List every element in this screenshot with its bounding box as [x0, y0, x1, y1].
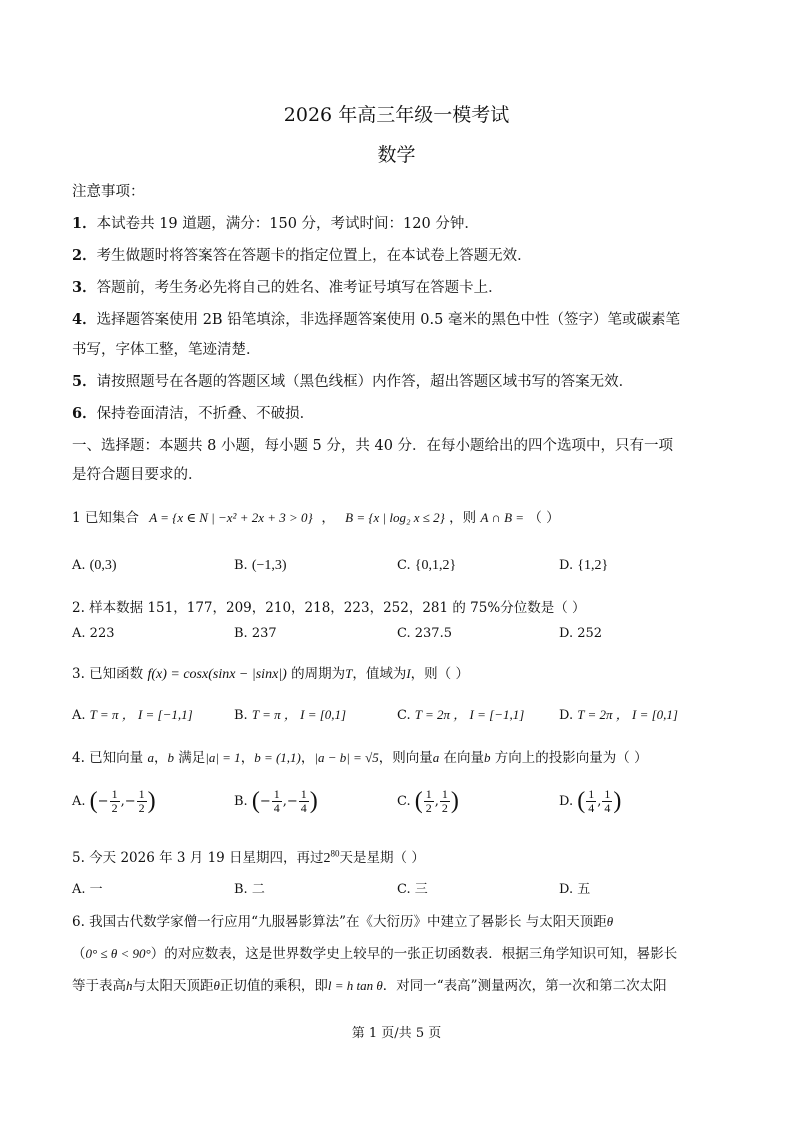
option-a [72, 878, 103, 897]
question-6-line2 [72, 942, 677, 962]
notice-text: 保持卷面清洁，不折叠、不破损． [96, 406, 315, 422]
option-a [72, 558, 117, 574]
numerator: 1 [138, 787, 145, 801]
fraction [137, 788, 147, 815]
question-2: 2. 样本数据 151，177，209，210，218，223，252，281 的 75%分位数是（ ） [72, 600, 586, 616]
notice-item-3 [72, 276, 503, 297]
math-symbol: I [406, 666, 411, 681]
denominator: 4 [604, 801, 611, 815]
question-4 [72, 746, 648, 766]
math-power [323, 848, 340, 866]
question-text: ，则向量 [378, 750, 433, 766]
option-label: A. [72, 794, 86, 809]
power-exponent: 80 [330, 848, 340, 859]
option-label: B. [234, 708, 248, 723]
option-d [559, 788, 621, 815]
math-symbol: T [345, 666, 353, 681]
question-1 [72, 506, 560, 526]
option-c [397, 788, 459, 815]
math-function: f(x) = cosx(sinx − |sinx|) [147, 667, 287, 682]
option-a [72, 788, 156, 815]
question-text: 在向量 [443, 750, 484, 766]
option-label: D. [559, 794, 574, 809]
question-3 [72, 662, 469, 683]
denominator: 2 [441, 801, 448, 815]
question-text: 天是星期（ ） [339, 850, 425, 866]
option-label: D. [559, 708, 574, 723]
numerator: 1 [604, 787, 611, 801]
option-label: C. [397, 558, 411, 573]
option-a [72, 626, 115, 641]
notice-item-1 [72, 212, 479, 233]
math-vector: b [484, 750, 491, 765]
option-value: {0,1,2} [414, 558, 457, 573]
option-label: C. [397, 626, 411, 641]
separator: ,− [120, 794, 136, 809]
option-d [559, 878, 590, 897]
question-text: 等于表高 [72, 978, 126, 994]
option-label: B. [234, 626, 248, 641]
page-footer: 第 1 页/共 5 页 [351, 1026, 442, 1041]
option-d [559, 704, 678, 723]
paren-left: ( [89, 788, 98, 814]
math-set-a: A = {x ∈ N | −x² + 2x + 3 > 0} [149, 510, 313, 525]
question-text: （ [72, 946, 86, 962]
numerator: 1 [441, 787, 448, 801]
separator: , [597, 794, 602, 809]
option-value: 237.5 [414, 626, 452, 641]
option-d [559, 558, 608, 574]
separator: , [434, 794, 439, 809]
question-stem: 1 已知集合 [72, 510, 139, 526]
option-value: 三 [414, 882, 428, 897]
math-vector: a [147, 750, 154, 765]
option-value: T = 2π ， I = [−1,1] [414, 707, 525, 722]
separator: ,− [282, 794, 298, 809]
notice-text: 请按照题号在各题的答题区域（黑色线框）内作答，超出答题区域书写的答案无效． [96, 374, 634, 390]
notice-item-5 [72, 370, 633, 391]
option-value: 二 [251, 882, 265, 897]
notice-text: 选择题答案使用 2B 铅笔填涂，非选择题答案使用 0.5 毫米的黑色中性（签字）笔或碳素笔 [96, 312, 680, 328]
numerator: 1 [300, 787, 307, 801]
fraction [299, 788, 309, 815]
section-heading-line2: 是符合题目要求的． [72, 467, 203, 483]
option-b [234, 558, 287, 574]
math-vector: b [167, 750, 174, 765]
option-value: 252 [577, 626, 603, 641]
math-formula: l = h tan θ [327, 978, 383, 993]
question-text: ）的对应数表，这是世界数学史上较早的一张正切函数表．根据三角学知识可知，晷影长 [150, 946, 678, 962]
option-d [559, 626, 602, 641]
question-text: ，则（ ） [410, 666, 469, 682]
fraction [424, 788, 434, 815]
option-b [234, 788, 318, 815]
question-text: 正切值的乘积，即 [219, 978, 328, 994]
option-label: A. [72, 558, 86, 573]
question-text: 满足 [178, 750, 206, 766]
option-value: 五 [577, 882, 591, 897]
minus-sign: − [97, 794, 109, 809]
fraction [602, 788, 612, 815]
question-text: ，则 [449, 510, 477, 526]
question-text: ．对同一“表高”测量两次，第一次和第二次太阳 [382, 978, 667, 994]
answer-blank: （ ） [528, 510, 560, 526]
question-stem: 4. 已知向量 [72, 750, 144, 766]
option-value: 一 [89, 882, 103, 897]
option-c [397, 878, 428, 897]
question-stem: 5. 今天 2026 年 3 月 19 日星期四，再过 [72, 850, 324, 866]
question-5 [72, 846, 425, 867]
option-value: T = π ， I = [−1,1] [89, 707, 193, 722]
paren-left: ( [577, 788, 586, 814]
question-6-line3 [72, 974, 667, 994]
exam-subject: 数学 [377, 144, 416, 166]
option-c [397, 558, 456, 574]
numerator: 1 [111, 787, 118, 801]
option-label: A. [72, 626, 86, 641]
option-label: D. [559, 558, 574, 573]
denominator: 4 [588, 801, 595, 815]
option-b [234, 626, 277, 641]
question-text: ， [317, 510, 335, 526]
denominator: 2 [111, 801, 118, 815]
option-value: T = π ， I = [0,1] [251, 707, 347, 722]
option-c [397, 704, 524, 723]
math-expr: A ∩ B = [480, 510, 525, 525]
fraction [110, 788, 120, 815]
notice-item-6 [72, 402, 314, 423]
option-value: 237 [251, 626, 277, 641]
numerator: 1 [273, 787, 280, 801]
notice-item-2 [72, 244, 532, 265]
option-label: C. [397, 794, 411, 809]
option-label: B. [234, 558, 248, 573]
minus-sign: − [259, 794, 271, 809]
notice-item-4-cont: 书写，字体工整，笔迹清楚． [72, 342, 261, 358]
fraction [586, 788, 596, 815]
question-text: ， [153, 750, 168, 766]
math-range: 0° ≤ θ < 90° [85, 946, 151, 961]
power-base: 2 [323, 851, 331, 866]
option-b [234, 704, 346, 723]
section-heading-line1: 一、选择题：本题共 8 小题，每小题 5 分，共 40 分．在每小题给出的四个选项中，只有一项 [72, 438, 674, 454]
paren-left: ( [251, 788, 260, 814]
math-condition: |a − b| = √5 [314, 750, 379, 765]
paren-right: ) [613, 788, 622, 814]
denominator: 2 [425, 801, 432, 815]
fraction [272, 788, 282, 815]
math-condition: b = (1,1) [254, 750, 301, 765]
option-value: 223 [89, 626, 115, 641]
paren-right: ) [450, 788, 459, 814]
option-c [397, 626, 452, 641]
paren-right: ) [147, 788, 156, 814]
option-label: B. [234, 882, 248, 897]
notice-item-4 [72, 308, 680, 329]
question-6-line1 [72, 910, 613, 930]
option-label: D. [559, 882, 574, 897]
notice-heading: 注意事项： [72, 184, 145, 200]
option-value: T = 2π ， I = [0,1] [577, 707, 678, 722]
exam-title: 2026 年高三年级一模考试 [283, 104, 510, 126]
question-text: ， [300, 750, 315, 766]
math-vector: a [432, 750, 440, 765]
math-condition: |a| = 1 [205, 750, 241, 765]
option-label: A. [72, 882, 86, 897]
question-text: 的周期为 [291, 666, 346, 682]
math-set-b: B = {x | log₂ x ≤ 2} [345, 510, 445, 525]
option-label: B. [234, 794, 248, 809]
denominator: 4 [273, 801, 280, 815]
notice-num: 3． [72, 279, 97, 296]
paren-left: ( [414, 788, 423, 814]
notice-num: 6． [72, 405, 97, 422]
notice-num: 4． [72, 311, 97, 328]
question-text: 与太阳天顶距 [132, 978, 214, 994]
question-text: 方向上的投影向量为（ ） [494, 750, 648, 766]
notice-num: 2． [72, 247, 97, 264]
notice-text: 考生做题时将答案答在答题卡的指定位置上，在本试卷上答题无效． [96, 248, 532, 264]
notice-num: 5． [72, 373, 97, 390]
math-symbol: h [126, 978, 133, 993]
option-b [234, 878, 265, 897]
option-value: (0,3) [89, 558, 117, 573]
math-symbol: θ [213, 978, 220, 993]
option-label: C. [397, 708, 411, 723]
option-label: D. [559, 626, 574, 641]
option-value: (−1,3) [251, 558, 287, 573]
question-text: ， [240, 750, 255, 766]
numerator: 1 [588, 787, 595, 801]
math-symbol: θ [606, 914, 614, 929]
option-label: A. [72, 708, 86, 723]
numerator: 1 [425, 787, 432, 801]
option-value: {1,2} [577, 558, 609, 573]
notice-text: 本试卷共 19 道题，满分：150 分，考试时间：120 分钟． [96, 216, 479, 232]
notice-text: 答题前，考生务必先将自己的姓名、准考证号填写在答题卡上． [96, 280, 503, 296]
denominator: 2 [138, 801, 145, 815]
option-label: C. [397, 882, 411, 897]
notice-num: 1． [72, 215, 97, 232]
option-a [72, 704, 193, 723]
question-text: ，值域为 [352, 666, 407, 682]
paren-right: ) [309, 788, 318, 814]
fraction [440, 788, 450, 815]
question-stem: 3. 已知函数 [72, 666, 144, 682]
denominator: 4 [300, 801, 307, 815]
question-stem: 6. 我国古代数学家僧一行应用“九服晷影算法”在《大衍历》中建立了晷影长 与太阳天顶距 [72, 914, 607, 930]
